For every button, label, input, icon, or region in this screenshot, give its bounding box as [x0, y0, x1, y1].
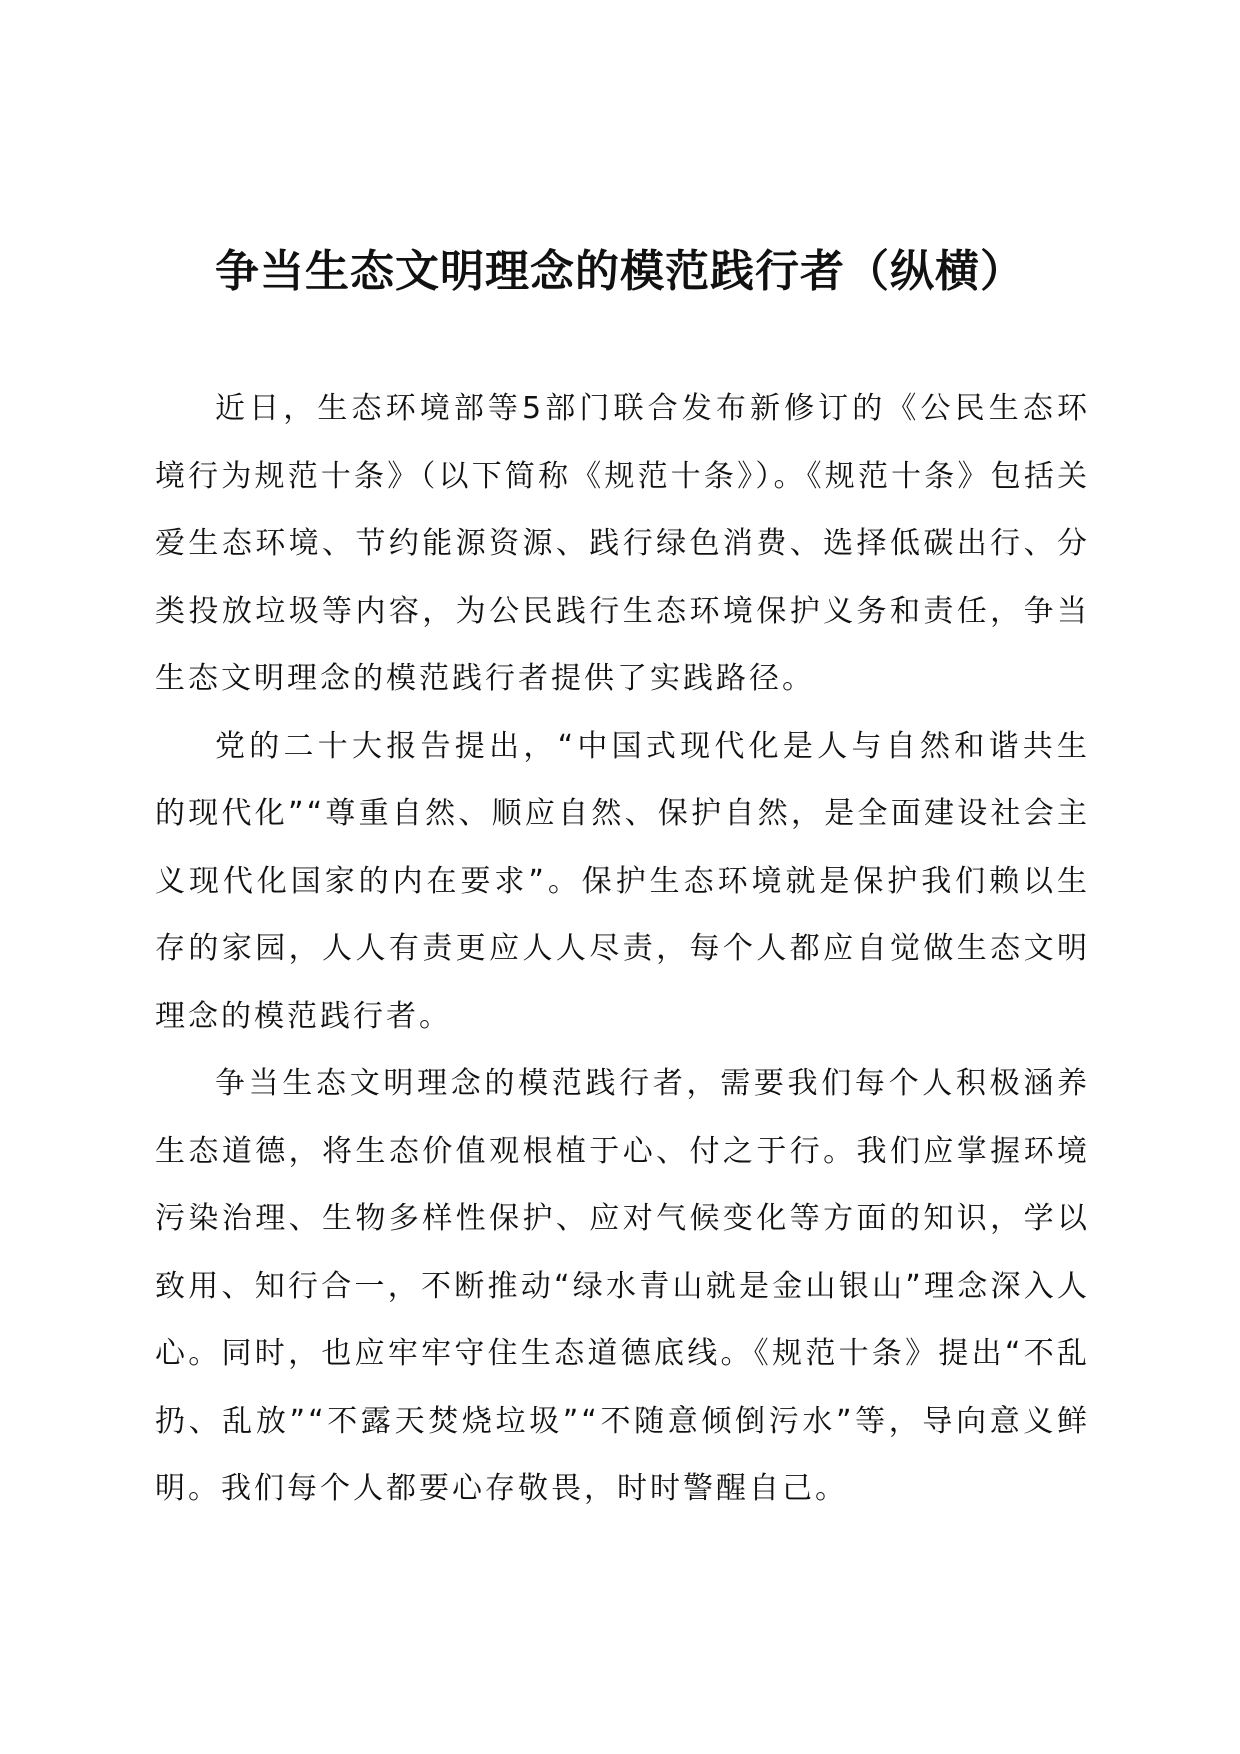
paragraph-3: 争当生态文明理念的模范践行者，需要我们每个人积极涵养生态道德，将生态价值观根植于心、付之于行。我们应掌握环境污染治理、生物多样性保护、应对气候变化等方面的知识，学以致用、知行合一，不断推动“绿水青山就是金山银山”理念深入人心。同时，也应牢牢守住生态道德底线。《规范十条》提出“不乱扔、乱放”“不露天焚烧垃圾”“不随意倾倒污水”等，导向意义鲜明。我们每个人都要心存敬畏，时时警醒自己。: [155, 1066, 1090, 1506]
document-body: [155, 375, 1090, 1523]
paragraph-1: 近日，生态环境部等5部门联合发布新修订的《公民生态环境行为规范十条》（以下简称《规范十条》）。《规范十条》包括关爱生态环境、节约能源资源、践行绿色消费、选择低碳出行、分类投放垃圾等内容，为公民践行生态环境保护义务和责任，争当生态文明理念的模范践行者提供了实践路径。: [155, 391, 1090, 696]
document-title: 争当生态文明理念的模范践行者（纵横）: [215, 246, 1025, 297]
paragraph-2: 党的二十大报告提出，“中国式现代化是人与自然和谐共生的现代化”“尊重自然、顺应自然、保护自然，是全面建设社会主义现代化国家的内在要求”。保护生态环境就是保护我们赖以生存的家园，人人有责更应人人尽责，每个人都应自觉做生态文明理念的模范践行者。: [155, 728, 1090, 1034]
